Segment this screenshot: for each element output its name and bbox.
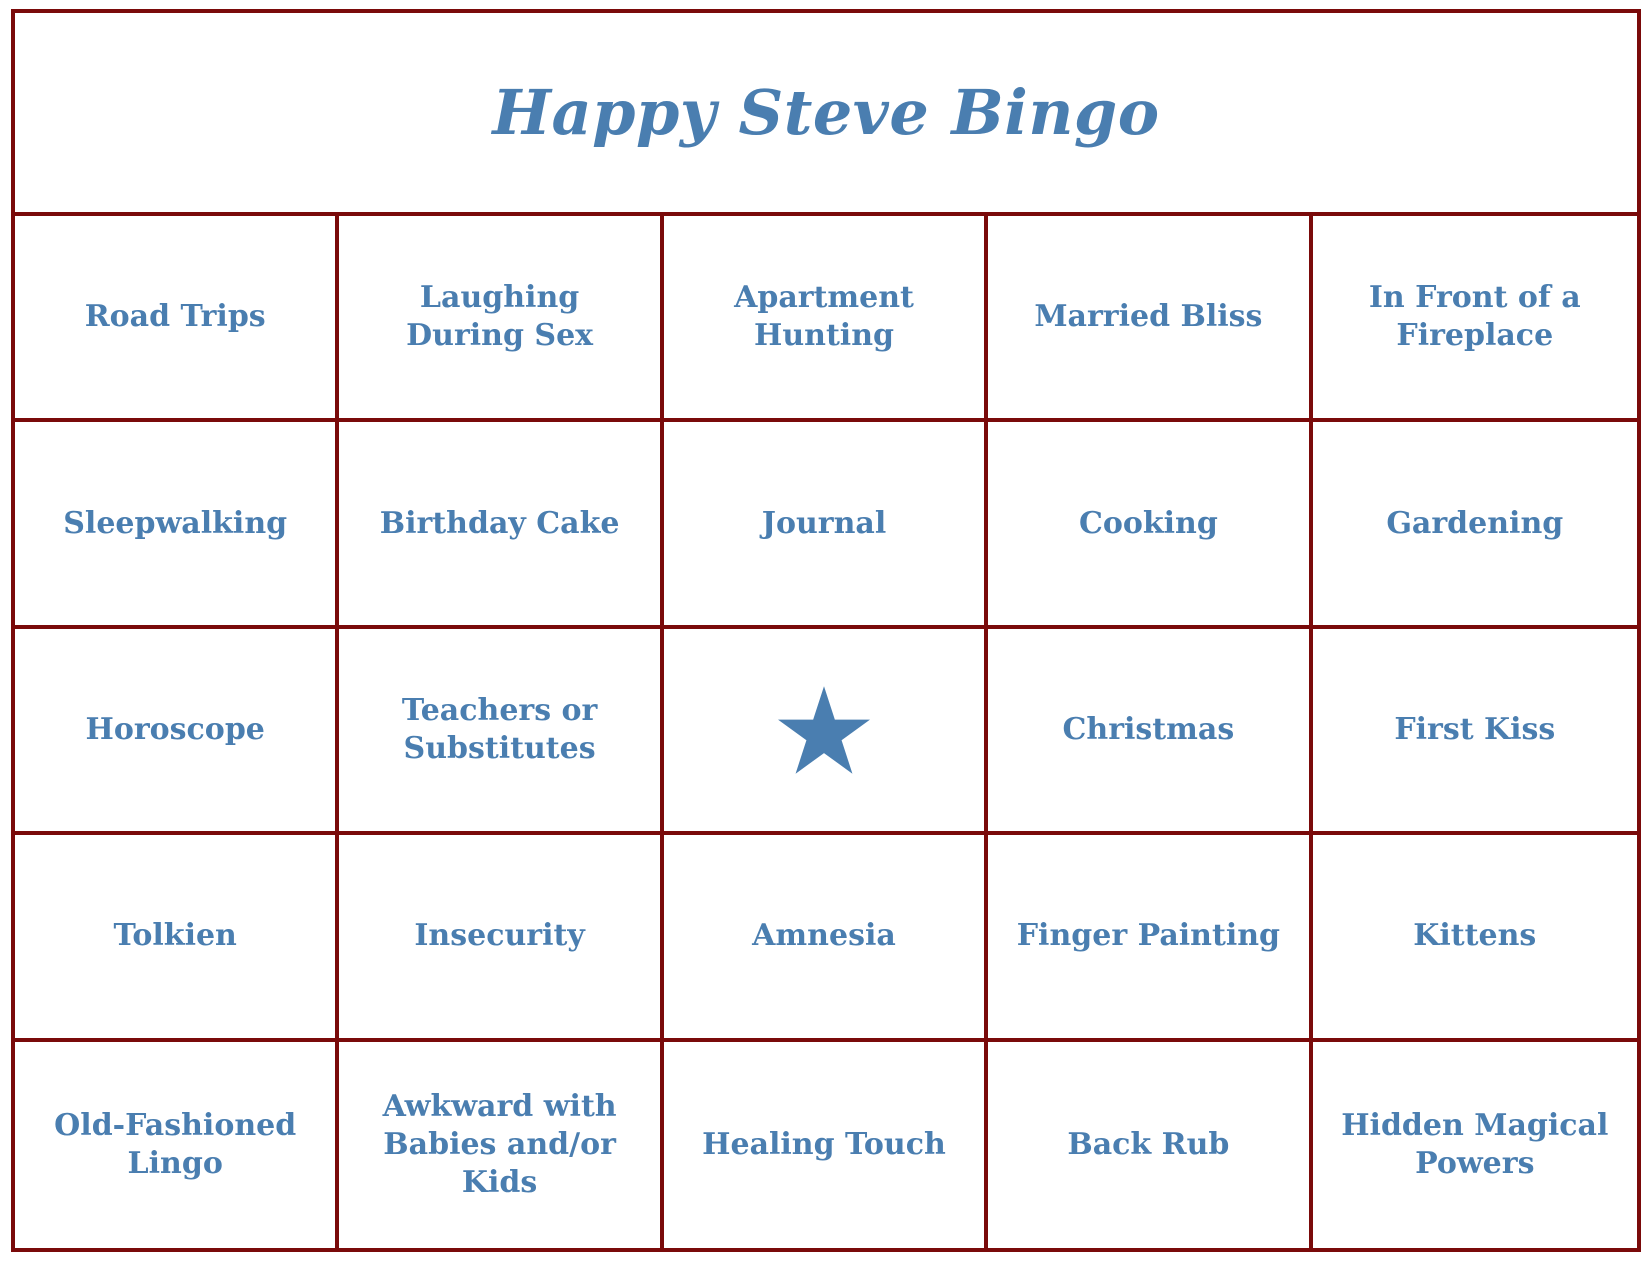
cell-label: Apartment Hunting [734,280,914,354]
cell-label: Birthday Cake [379,505,620,541]
cell-label: Awkward with Babies and/or Kids [382,1088,617,1200]
cell-label: Road Trips [84,299,266,335]
cell-label: In Front of a Fireplace [1368,280,1581,354]
cell-label: Healing Touch [702,1126,946,1162]
cell-label: Back Rub [1067,1126,1230,1162]
cell-label: Tolkien [113,918,237,954]
cell-label: First Kiss [1394,711,1556,747]
cell-label: Christmas [1062,711,1235,747]
bingo-cell[interactable] [988,422,1312,628]
cell-label: Laughing During Sex [406,280,594,354]
bingo-cell[interactable] [15,216,339,422]
bingo-cell[interactable] [988,629,1312,835]
bingo-cell[interactable] [664,835,988,1041]
bingo-cell[interactable] [339,422,663,628]
cell-label: Hidden Magical Powers [1341,1107,1609,1181]
bingo-cell[interactable] [1313,216,1637,422]
bingo-cell[interactable] [339,216,663,422]
bingo-cell[interactable] [988,835,1312,1041]
bingo-cell[interactable] [664,422,988,628]
cell-label: Cooking [1078,505,1218,541]
bingo-cell[interactable] [15,835,339,1041]
free-space-cell[interactable] [664,629,988,835]
bingo-cell[interactable] [1313,835,1637,1041]
bingo-cell[interactable] [988,1042,1312,1248]
cell-label: Teachers or Substitutes [401,692,598,766]
bingo-cell[interactable] [1313,1042,1637,1248]
star-icon [778,686,870,774]
bingo-cell[interactable] [339,629,663,835]
cell-label: Sleepwalking [63,505,288,541]
bingo-title: Happy Steve Bingo [492,76,1160,149]
bingo-card [11,9,1641,1252]
bingo-grid [15,216,1637,1248]
bingo-cell[interactable] [339,835,663,1041]
bingo-cell[interactable] [1313,629,1637,835]
cell-label: Kittens [1413,918,1537,954]
bingo-cell[interactable] [15,629,339,835]
cell-label: Insecurity [414,918,585,954]
cell-label: Amnesia [752,918,896,954]
cell-label: Married Bliss [1034,299,1263,335]
bingo-cell[interactable] [664,1042,988,1248]
bingo-cell[interactable] [1313,422,1637,628]
cell-label: Horoscope [85,711,265,747]
bingo-cell[interactable] [664,216,988,422]
title-row [15,13,1637,216]
cell-label: Finger Painting [1016,918,1281,954]
cell-label: Old-Fashioned Lingo [54,1107,297,1181]
bingo-cell[interactable] [15,422,339,628]
bingo-cell[interactable] [988,216,1312,422]
cell-label: Journal [761,505,887,541]
bingo-cell[interactable] [339,1042,663,1248]
bingo-cell[interactable] [15,1042,339,1248]
cell-label: Gardening [1386,505,1564,541]
